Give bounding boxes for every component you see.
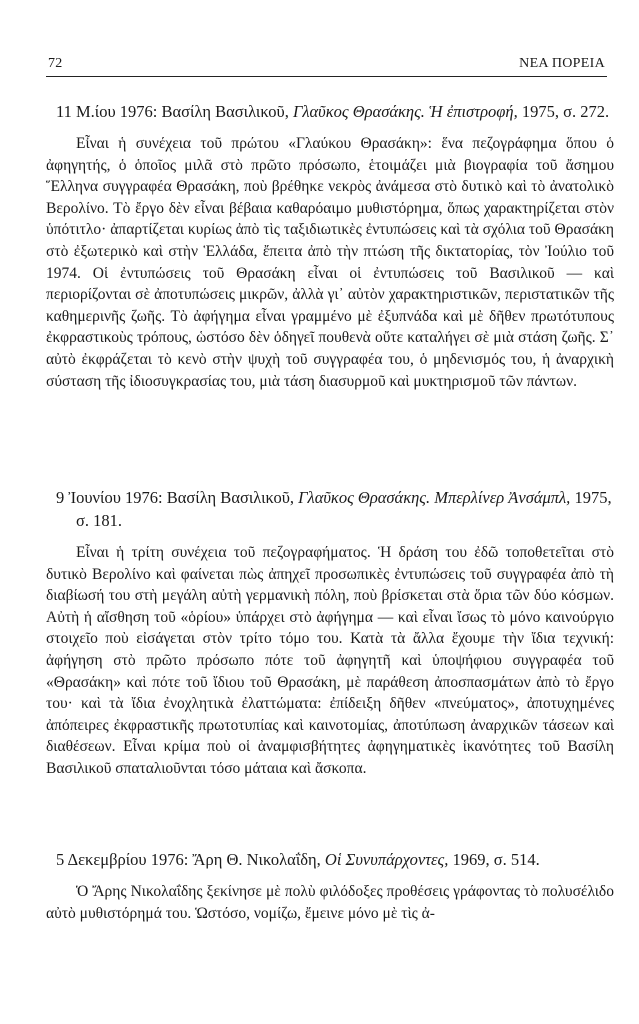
entry-title: Γλαῦκος Θρασάκης. Μπερλίνερ Ἀνσάμπλ, <box>298 488 571 507</box>
entry-publication: 1969, σ. 514. <box>452 850 540 869</box>
entry-date: 11 Μ.ίου 1976: <box>56 102 158 121</box>
entry-body: Εἶναι ἡ τρίτη συνέχεια τοῦ πεζογραφήματος. Ἡ δράση του ἐδῶ τοποθετεῖται στὸ δυτικὸ Βερολίνο καὶ φαίνεται πὼς ἀπηχεῖ προσωπικὲς ἐντυπώσεις τοῦ συγγραφέα ἀπὸ τὴ διαβίωσή του στὴ μεγάλη αὐτὴ γερμανικὴ πόλη, ποὺ βρίσκεται στὰ ὅρια τῶν δύο κόσμων. Αὐτὴ ἡ αἴσθηση τοῦ «ὁρίου» ὑπάρχει στὸ ἀφήγημα — καὶ εἶναι ἴσως τὸ μόνο καινούργιο στοιχεῖο ποὺ εἰσάγεται στὸν τρίτο τόμο του. Κατὰ τὰ ἄλλα ἔχουμε τὴν ἴδια τεχνική: ἀφήγηση στὸ πρῶτο πρόσωπο πότε τοῦ ἀφηγητῆ καὶ ὑποψήφιου συγγραφέα τοῦ «Θρασάκη» καὶ πότε τοῦ ἴδιου τοῦ Θρασάκη, μὲ παράθεση ἀποσπασμάτων ἀπὸ τὸ ἔργο του· καὶ τὰ ἴδια ἐνοχλητικὰ ἐλαττώματα: ἐπίδειξη δῆθεν «πνεύματος», ἀποτυχημένες ἀπόπειρες ἐκφραστικῆς πρωτοτυπίας καὶ καινοτομίας, ἀποτύπωση ἀναρχικῶν τάσεων καὶ διαθέσεων. Εἶναι κρίμα ποὺ οἱ ἀναμφισβήτητες ἀφηγηματικὲς ἱκανότητες τοῦ Βασίλη Βασιλικοῦ σπαταλιοῦνται τόσο μάταια καὶ ἄσκοπα. <box>46 544 614 777</box>
entry-heading <box>46 100 614 123</box>
review-entry <box>46 848 614 924</box>
entry-publication: 1975, σ. 181. <box>76 488 612 530</box>
entry-author: Ἄρη Θ. Νικολαΐδη, <box>192 850 321 869</box>
review-entry <box>46 486 614 780</box>
entry-date: 5 Δεκεμβρίου 1976: <box>56 850 189 869</box>
entry-author: Βασίλη Βασιλικοῦ, <box>166 488 295 507</box>
entry-title: Οἱ Συνυπάρχοντες, <box>324 850 449 869</box>
entry-publication: 1975, σ. 272. <box>521 102 610 121</box>
running-header <box>46 54 607 77</box>
review-entry <box>46 100 614 392</box>
entry-heading <box>46 848 614 871</box>
entry-body: Ὁ Ἄρης Νικολαΐδης ξεκίνησε μὲ πολὺ φιλόδοξες προθέσεις γράφοντας τὸ πολυσέλιδο αὐτὸ μυθιστόρημά του. Ὡστόσο, νομίζω, ἔμεινε μόνο μὲ τὶς ἀ- <box>46 883 614 922</box>
running-title: ΝΕΑ ΠΟΡΕΙΑ <box>519 56 605 71</box>
entry-date: 9 Ἰουνίου 1976: <box>56 488 163 507</box>
entry-title: Γλαῦκος Θρασάκης. Ἡ ἐπιστροφή, <box>292 102 518 121</box>
entry-heading <box>46 486 614 532</box>
page-number: 72 <box>48 56 63 71</box>
entry-author: Βασίλη Βασιλικοῦ, <box>161 102 289 121</box>
entry-body: Εἶναι ἡ συνέχεια τοῦ πρώτου «Γλαύκου Θρασάκη»: ἕνα πεζογράφημα ὅπου ὁ ἀφηγητής, ὁ ὁποῖος μιλᾶ στὸ πρῶτο πρόσωπο, ἑτοιμάζει μιὰ βιογραφία τοῦ ἄσημου Ἕλληνα συγγραφέα Θρασάκη, ποὺ βρέθηκε νεκρὸς ἀνάμεσα στὸ δυτικὸ καὶ τὸ ἀνατολικὸ Βερολίνο. Τὸ ἔργο δὲν εἶναι βέβαια καθαρόαιμο μυθιστόρημα, ὅπως χαρακτηρίζεται στὸν ὑπότιτλο· ἀπαρτίζεται κυρίως ἀπὸ τὶς ταξιδιωτικὲς ἐντυπώσεις καὶ τὰ σχόλια τοῦ Θρασάκη στὸ ἐξωτερικὸ καὶ στὴν Ἑλλάδα, ἔπειτα ἀπὸ τὴν πτώση τῆς δικτατορίας, τὸν Ἰούλιο τοῦ 1974. Οἱ ἐντυπώσεις τοῦ Θρασάκη εἶναι οἱ ἐντυπώσεις τοῦ Βασιλικοῦ — καὶ περιορίζονται σὲ ἀποτυπώσεις μικρῶν, ἀλλὰ γι᾿ αὐτὸν χαρακτηριστικῶν, περιστατικῶν τῆς καθημερινῆς ζωῆς. Τὸ ἀφήγημα εἶναι γραμμένο μὲ ἐξυπνάδα καὶ μὲ δῆθεν πρωτότυπους ἐκφραστικοὺς τρόπους, ὡστόσο δὲν ὁδηγεῖ πουθενὰ οὔτε καταλήγει σὲ μιὰ στάση ζωῆς. Σ᾿ αὐτὸ ἐκφράζεται τὸ κενὸ στὴν ψυχὴ τοῦ συγγραφέα του, ὁ μηδενισμός του, ἡ ἀναρχικὴ σύσταση τῆς ἰδιοσυγκρασίας του, μιὰ τάση διασυρμοῦ καὶ μυκτηρισμοῦ τῶν πάντων. <box>46 135 614 390</box>
